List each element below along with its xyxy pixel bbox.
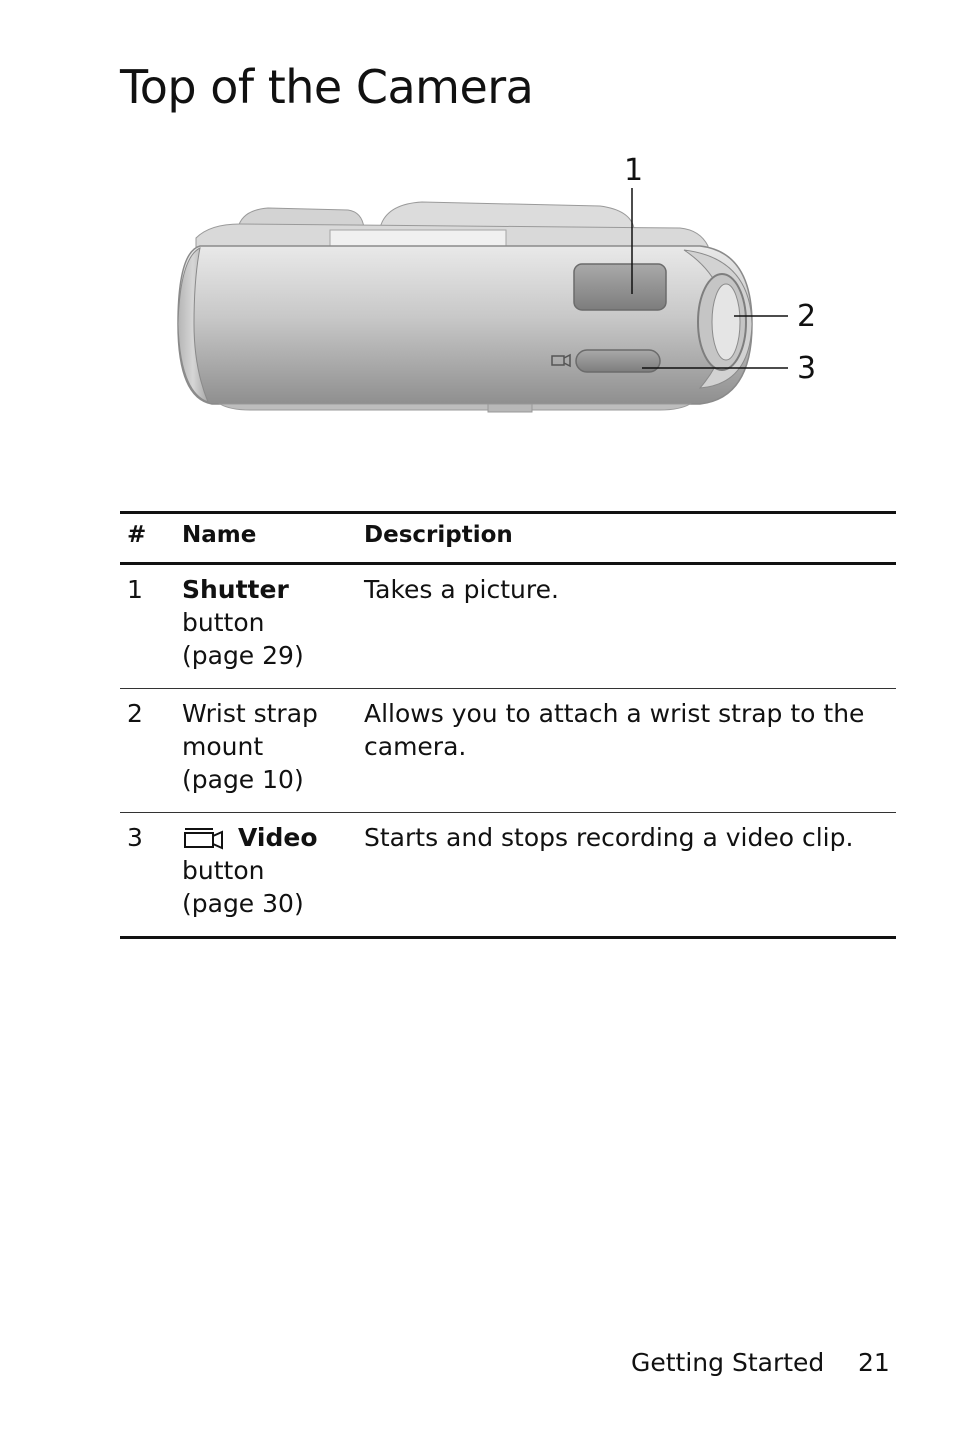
name-rest: button xyxy=(182,608,265,637)
camera-top-view-illustration xyxy=(160,148,840,438)
wrist-strap-mount-inner xyxy=(712,284,740,360)
rear-hump-right xyxy=(380,202,634,228)
header-description: Description xyxy=(364,522,513,548)
name-rest: button xyxy=(182,856,265,885)
callout-label-1: 1 xyxy=(624,153,644,188)
camera-bottom-tab xyxy=(488,404,532,412)
callout-label-3: 3 xyxy=(797,351,817,386)
page-title: Top of the Camera xyxy=(120,60,534,114)
row-number: 1 xyxy=(127,575,143,604)
name-page-ref: (page 29) xyxy=(182,641,304,670)
name-line-1: Wrist strap xyxy=(182,699,318,728)
row-name xyxy=(182,564,364,689)
row-description: Takes a picture. xyxy=(364,575,559,604)
camera-top-figure xyxy=(160,148,840,438)
shutter-button-graphic xyxy=(574,264,666,310)
row-number: 2 xyxy=(127,699,143,728)
camera-bottom-lip xyxy=(220,404,690,410)
row-number: 3 xyxy=(127,823,143,852)
name-line-2: mount xyxy=(182,732,264,761)
parts-table-container xyxy=(120,511,896,939)
footer-page-number: 21 xyxy=(858,1348,890,1377)
table-row xyxy=(120,564,896,689)
row-name xyxy=(182,689,364,813)
table-header-row xyxy=(120,513,896,564)
name-page-ref: (page 30) xyxy=(182,889,304,918)
row-description: Starts and stops recording a video clip. xyxy=(364,823,854,852)
video-camera-icon xyxy=(182,826,226,850)
table-row xyxy=(120,813,896,938)
row-name xyxy=(182,813,364,938)
row-description: Allows you to attach a wrist strap to the camera. xyxy=(364,699,865,761)
name-bold: Video xyxy=(238,823,318,852)
header-num: # xyxy=(127,522,147,548)
callout-label-2: 2 xyxy=(797,299,817,334)
footer-section-name: Getting Started xyxy=(631,1348,825,1377)
header-name: Name xyxy=(182,522,257,548)
parts-table xyxy=(120,511,896,939)
name-page-ref: (page 10) xyxy=(182,765,304,794)
name-bold: Shutter xyxy=(182,575,289,604)
table-row xyxy=(120,689,896,813)
